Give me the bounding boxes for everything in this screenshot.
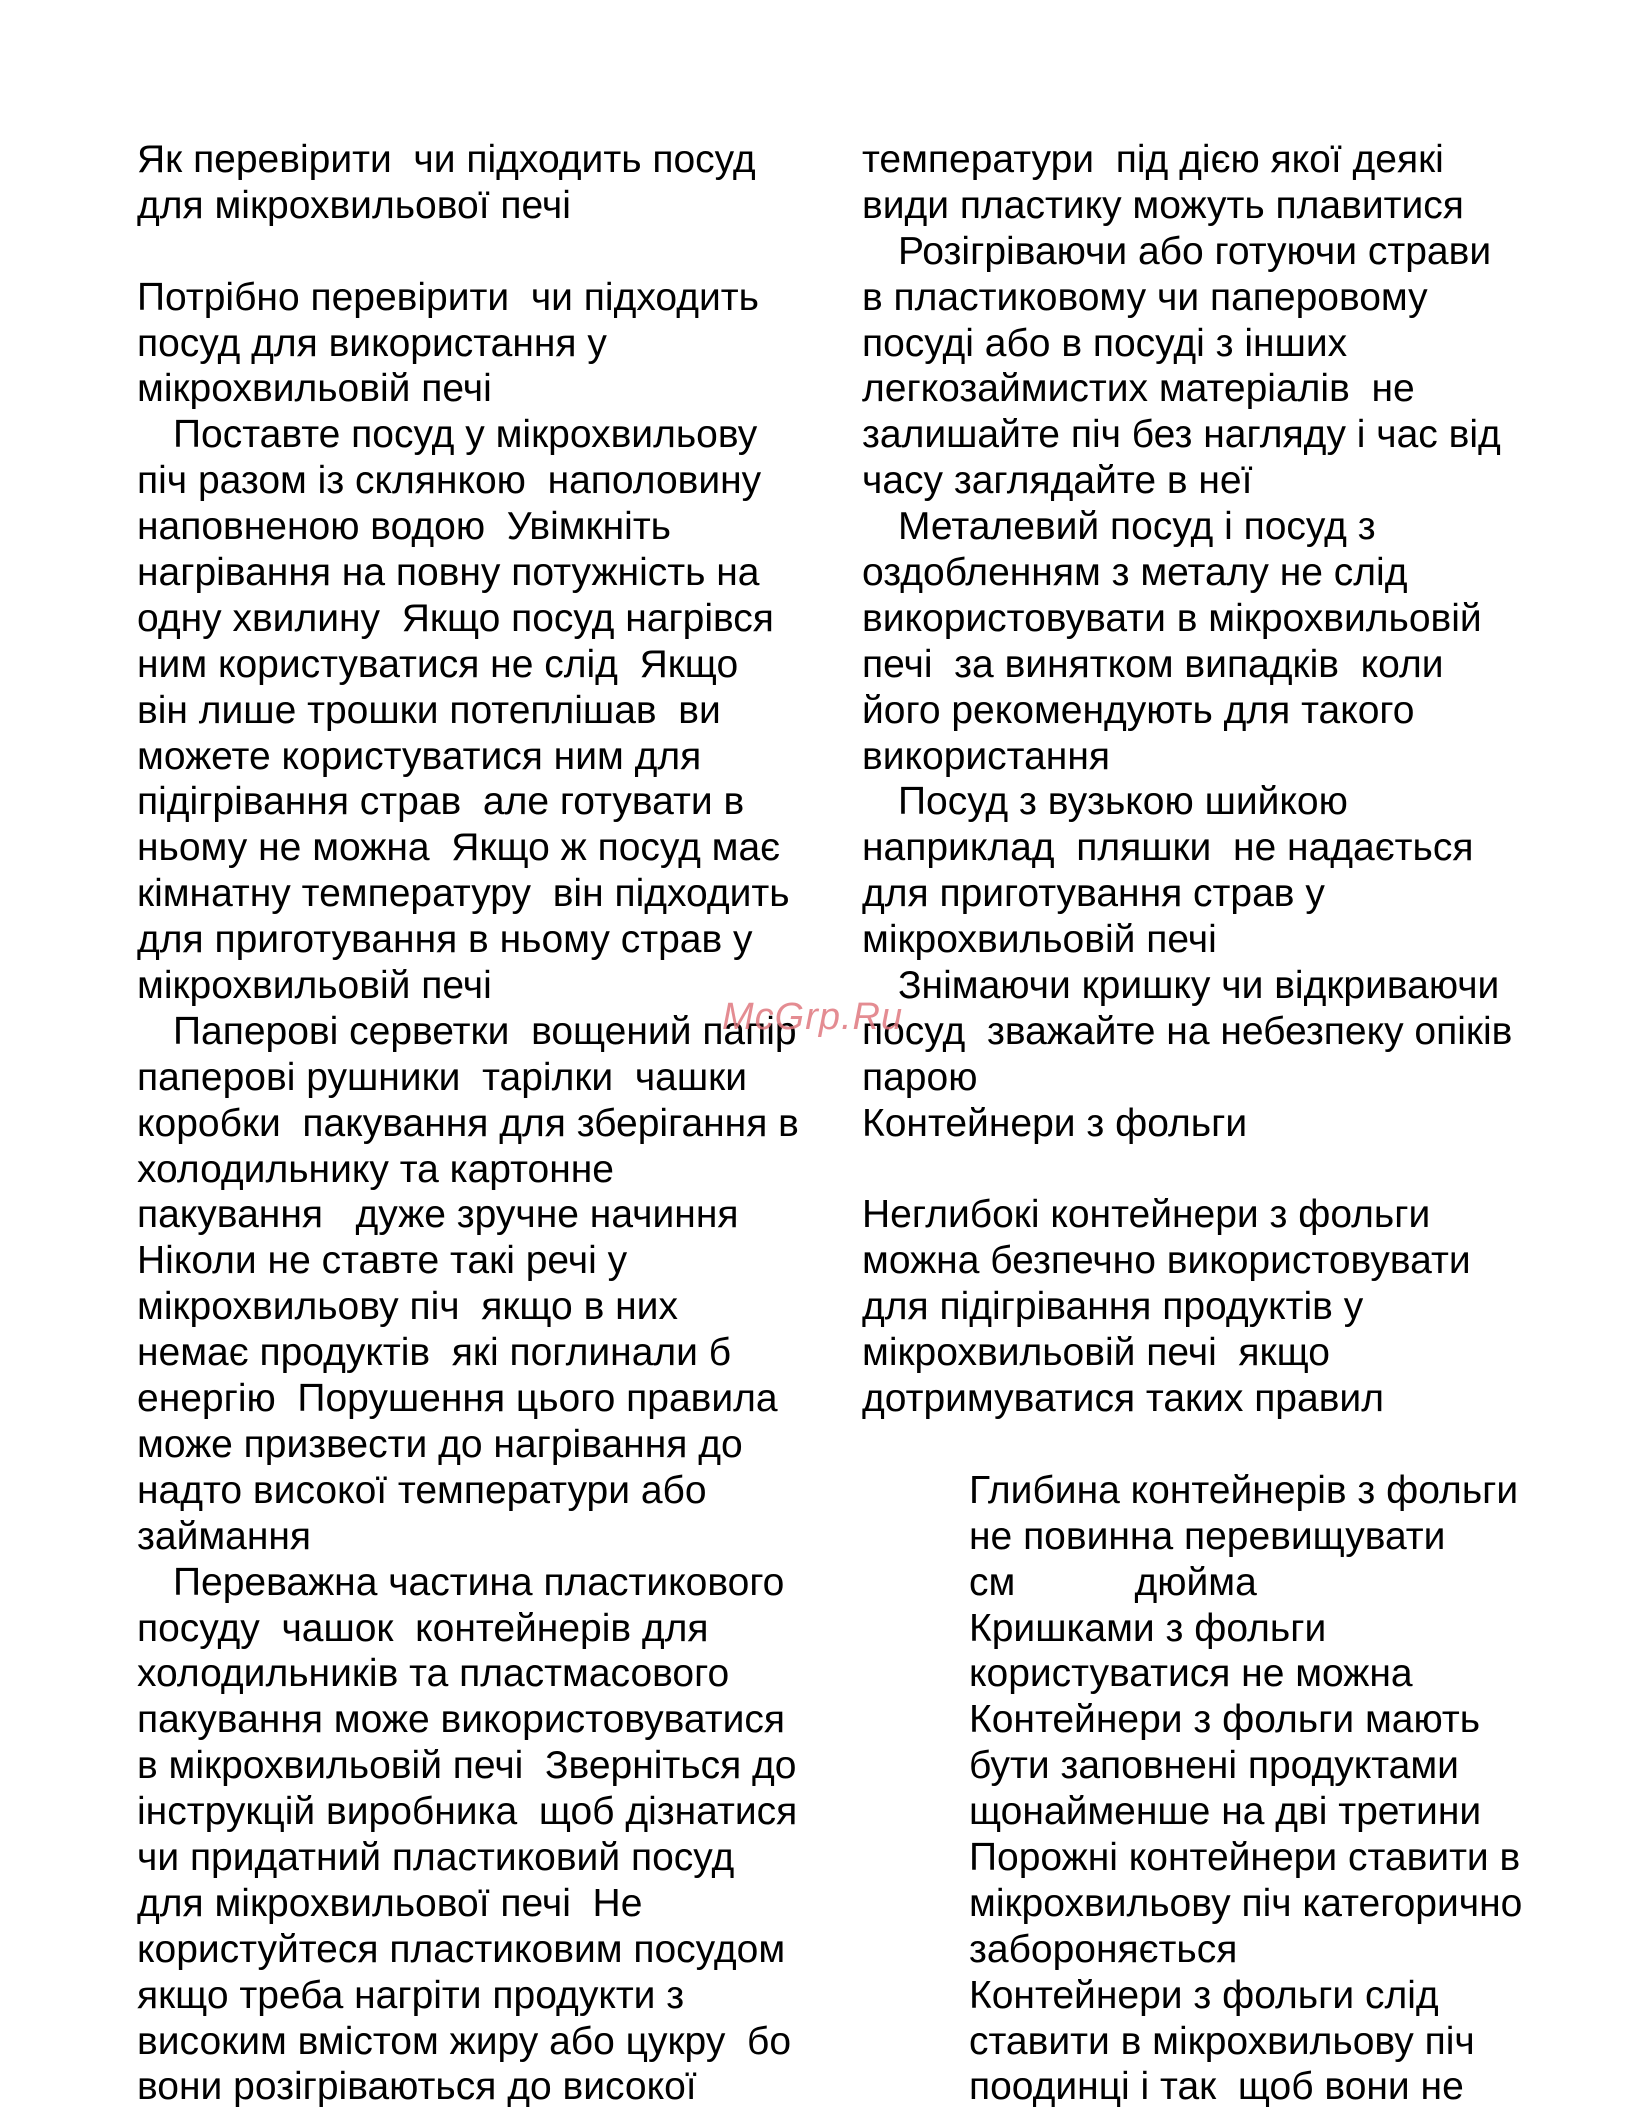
text-line: види пластику можуть плавитися	[862, 183, 1464, 227]
text-line: може призвести до нагрівання до	[137, 1422, 743, 1466]
list-item: користуватися не можна	[969, 1652, 1413, 1696]
text-line: посуду чашок контейнерів для	[137, 1606, 709, 1650]
text-line: Ніколи не ставте такі речі у	[137, 1239, 628, 1283]
list-item: Порожні контейнери ставити в	[969, 1835, 1521, 1879]
paragraph	[137, 412, 837, 1009]
text-line: пакування може використовуватися	[137, 1698, 786, 1742]
list-item: бути заповнені продуктами	[969, 1744, 1459, 1788]
text-line: температури під дією якої деякі	[862, 138, 1444, 181]
text-line: мікрохвильовій печі	[137, 367, 492, 411]
list-item: щонайменше на дві третини	[969, 1790, 1482, 1834]
list-item: см дюйма	[969, 1560, 1257, 1604]
paragraph	[862, 779, 1562, 963]
text-line: для приготування страв у	[862, 872, 1325, 916]
text-line: нагрівання на повну потужність на	[137, 551, 760, 595]
spacer	[862, 1422, 1562, 1468]
text-line: одну хвилину Якщо посуд нагрівся	[137, 596, 774, 640]
text-line: для приготування в ньому страв у	[137, 918, 753, 962]
text-line: в мікрохвильовій печі Зверніться до	[137, 1744, 797, 1788]
text-line: наповненою водою Увімкніть	[137, 505, 672, 549]
text-line: Потрібно перевірити чи підходить	[137, 275, 759, 319]
right-column	[862, 137, 1562, 2110]
text-line: парою	[862, 1055, 978, 1099]
text-line: використання	[862, 734, 1110, 778]
text-line: Паперові серветки вощений папір	[173, 1009, 797, 1053]
text-line: Знімаючи кришку чи відкриваючи	[898, 964, 1500, 1008]
text-line: мікрохвильову піч якщо в них	[137, 1285, 678, 1329]
section-heading: Контейнери з фольги	[862, 1101, 1248, 1145]
paragraph	[137, 275, 837, 413]
text-line: високим вмістом жиру або цукру бо	[137, 2019, 792, 2063]
text-line: Переважна частина пластикового	[173, 1560, 785, 1604]
paragraph	[862, 137, 1562, 229]
list-item: мікрохвильову піч категорично	[969, 1881, 1523, 1925]
text-line: ним користуватися не слід Якщо	[137, 642, 739, 686]
text-line: інструкцій виробника щоб дізнатися	[137, 1790, 798, 1834]
text-line: для мікрохвильової печі	[137, 183, 571, 227]
section-heading	[137, 137, 837, 229]
spacer	[862, 1147, 1562, 1193]
text-line: Поставте посуд у мікрохвильову	[173, 413, 758, 457]
paragraph	[862, 963, 1562, 1101]
text-line: Металевий посуд і посуд з	[898, 505, 1376, 549]
text-line: мікрохвильовій печі	[862, 918, 1217, 962]
text-line: користуйтеся пластиковим посудом	[137, 1927, 786, 1971]
list-item: Контейнери з фольги слід	[969, 1973, 1439, 2017]
text-line: можна безпечно використовувати	[862, 1239, 1471, 1283]
list-item: ставити в мікрохвильову піч	[969, 2019, 1475, 2063]
list-item: поодинці і так щоб вони не	[969, 2065, 1464, 2109]
text-line: легкозаймистих матеріалів не	[862, 367, 1415, 411]
text-line: надто високої температури або	[137, 1468, 707, 1512]
text-line: коробки пакування для зберігання в	[137, 1101, 799, 1145]
text-line: посуді або в посуді з інших	[862, 321, 1348, 365]
text-line: піч разом із склянкою наполовину	[137, 459, 762, 503]
text-line: дотримуватися таких правил	[862, 1377, 1384, 1421]
list-item: Контейнери з фольги мають	[969, 1698, 1481, 1742]
list-item: Глибина контейнерів з фольги	[969, 1468, 1519, 1512]
text-line: якщо треба нагріти продукти з	[137, 1973, 685, 2017]
text-line: холодильників та пластмасового	[137, 1652, 730, 1696]
text-line: часу заглядайте в неї	[862, 459, 1253, 503]
foil-rules-list	[862, 1468, 1562, 2110]
text-line: ньому не можна Якщо ж посуд має	[137, 826, 781, 870]
text-line: для мікрохвильової печі Не	[137, 1881, 643, 1925]
list-item: Кришками з фольги	[969, 1606, 1327, 1650]
text-line: чи придатний пластиковий посуд	[137, 1835, 735, 1879]
text-line: залишайте піч без нагляду і час від	[862, 413, 1501, 457]
text-line: можете користуватися ним для	[137, 734, 702, 778]
text-line: Розігріваючи або готуючи страви	[898, 229, 1492, 273]
text-line: мікрохвильовій печі якщо	[862, 1331, 1330, 1375]
paragraph	[862, 229, 1562, 504]
list-item: не повинна перевищувати	[969, 1514, 1446, 1558]
text-line: вони розігріваються до високої	[137, 2065, 697, 2109]
text-line: він лише трошки потеплішав ви	[137, 688, 721, 732]
text-line: наприклад пляшки не надається	[862, 826, 1474, 870]
text-line: мікрохвильовій печі	[137, 964, 492, 1008]
text-line: для підігрівання продуктів у	[862, 1285, 1364, 1329]
text-line: оздобленням з металу не слід	[862, 551, 1408, 595]
text-line: посуд зважайте на небезпеку опіків	[862, 1009, 1513, 1053]
list-item: забороняється	[969, 1927, 1238, 1971]
text-line: печі за винятком випадків коли	[862, 642, 1444, 686]
left-column	[137, 137, 837, 2110]
text-line: Неглибокі контейнери з фольги	[862, 1193, 1431, 1237]
text-line: його рекомендують для такого	[862, 688, 1415, 732]
text-line: посуд для використання у	[137, 321, 607, 365]
text-line: кімнатну температуру він підходить	[137, 872, 790, 916]
text-line: в пластиковому чи паперовому	[862, 275, 1428, 319]
paragraph	[137, 1560, 837, 2111]
watermark: McGrp.Ru	[722, 996, 904, 1038]
paragraph	[862, 1192, 1562, 1421]
text-line: використовувати в мікрохвильовій	[862, 596, 1482, 640]
text-line: енергію Порушення цього правила	[137, 1377, 778, 1421]
text-line: паперові рушники тарілки чашки	[137, 1055, 747, 1099]
text-line: займання	[137, 1514, 312, 1558]
paragraph	[862, 504, 1562, 779]
text-line: підігрівання страв але готувати в	[137, 780, 745, 824]
paragraph	[137, 1009, 837, 1560]
text-line: Посуд з вузькою шийкою	[898, 780, 1348, 824]
spacer	[137, 229, 837, 275]
text-line: немає продуктів які поглинали б	[137, 1331, 732, 1375]
text-line: пакування дуже зручне начиння	[137, 1193, 739, 1237]
text-line: Як перевірити чи підходить посуд	[137, 138, 756, 181]
text-line: холодильнику та картонне	[137, 1147, 614, 1191]
